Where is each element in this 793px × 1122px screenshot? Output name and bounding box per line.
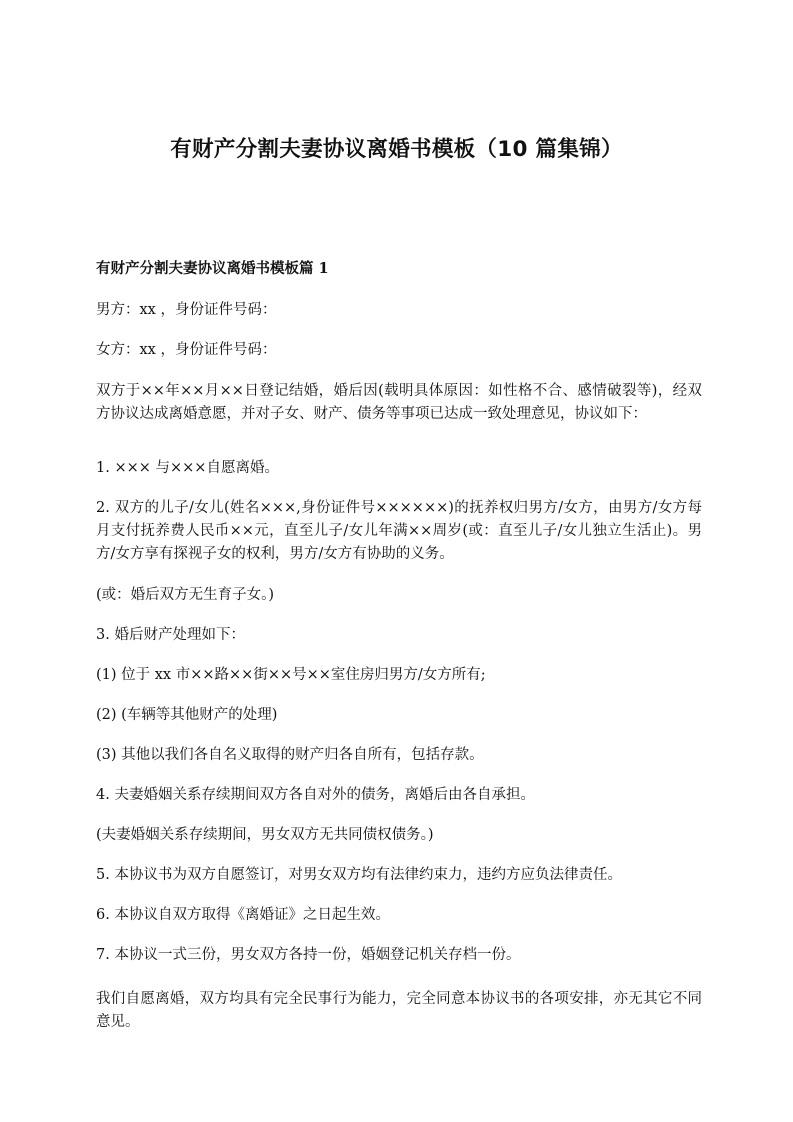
paragraph-clause-3-1: (1) 位于 xx 市××路××街××号××室住房归男方/女方所有; bbox=[96, 667, 486, 683]
paragraph-female-party: 女方：xx ，身份证件号码： bbox=[96, 342, 277, 358]
paragraph-clause-3-2: (2) (车辆等其他财产的处理) bbox=[96, 707, 278, 723]
document-title: 有财产分割夫妻协议离婚书模板（10 篇集锦） bbox=[170, 137, 623, 162]
paragraph-clause-6: 6. 本协议自双方取得《离婚证》之日起生效。 bbox=[96, 907, 390, 923]
paragraph-clause-4-alt: (夫妻婚姻关系存续期间，男女双方无共同债权债务。) bbox=[96, 827, 434, 843]
paragraph-clause-1: 1. ××× 与×××自愿离婚。 bbox=[96, 460, 279, 476]
paragraph-clause-4: 4. 夫妻婚姻关系存续期间双方各自对外的债务，离婚后由各自承担。 bbox=[96, 787, 535, 803]
paragraph-declaration: 我们自愿离婚，双方均具有完全民事行为能力，完全同意本协议书的各项安排，亦无其它不同意见。 bbox=[96, 991, 702, 1030]
paragraph-clause-2-alt: (或：婚后双方无生育子女。) bbox=[96, 587, 275, 603]
paragraph-clause-2: 2. 双方的儿子/女儿(姓名×××,身份证件号××××××)的抚养权归男方/女方，由男方/女方每月支付抚养费人民币××元，直至儿子/女儿年满××周岁(或：直至儿子/女儿独立生活止)。男方/女方享有探视子女的权利，男方/女方有协助的义务。 bbox=[96, 500, 702, 562]
paragraph-preamble: 双方于××年××月××日登记结婚，婚后因(载明具体原因：如性格不合、感情破裂等)，经双方协议达成离婚意愿，并对子女、财产、债务等事项已达成一致处理意见，协议如下： bbox=[96, 383, 702, 422]
paragraph-clause-3: 3. 婚后财产处理如下： bbox=[96, 627, 245, 643]
paragraph-male-party: 男方：xx ，身份证件号码： bbox=[96, 302, 277, 318]
paragraph-clause-5: 5. 本协议书为双方自愿签订，对男女双方均有法律约束力，违约方应负法律责任。 bbox=[96, 867, 622, 883]
section-heading: 有财产分割夫妻协议离婚书模板篇 1 bbox=[96, 260, 329, 277]
paragraph-clause-3-3: (3) 其他以我们各自名义取得的财产归各自所有，包括存款。 bbox=[96, 747, 484, 763]
paragraph-clause-7: 7. 本协议一式三份，男女双方各持一份，婚姻登记机关存档一份。 bbox=[96, 947, 521, 963]
